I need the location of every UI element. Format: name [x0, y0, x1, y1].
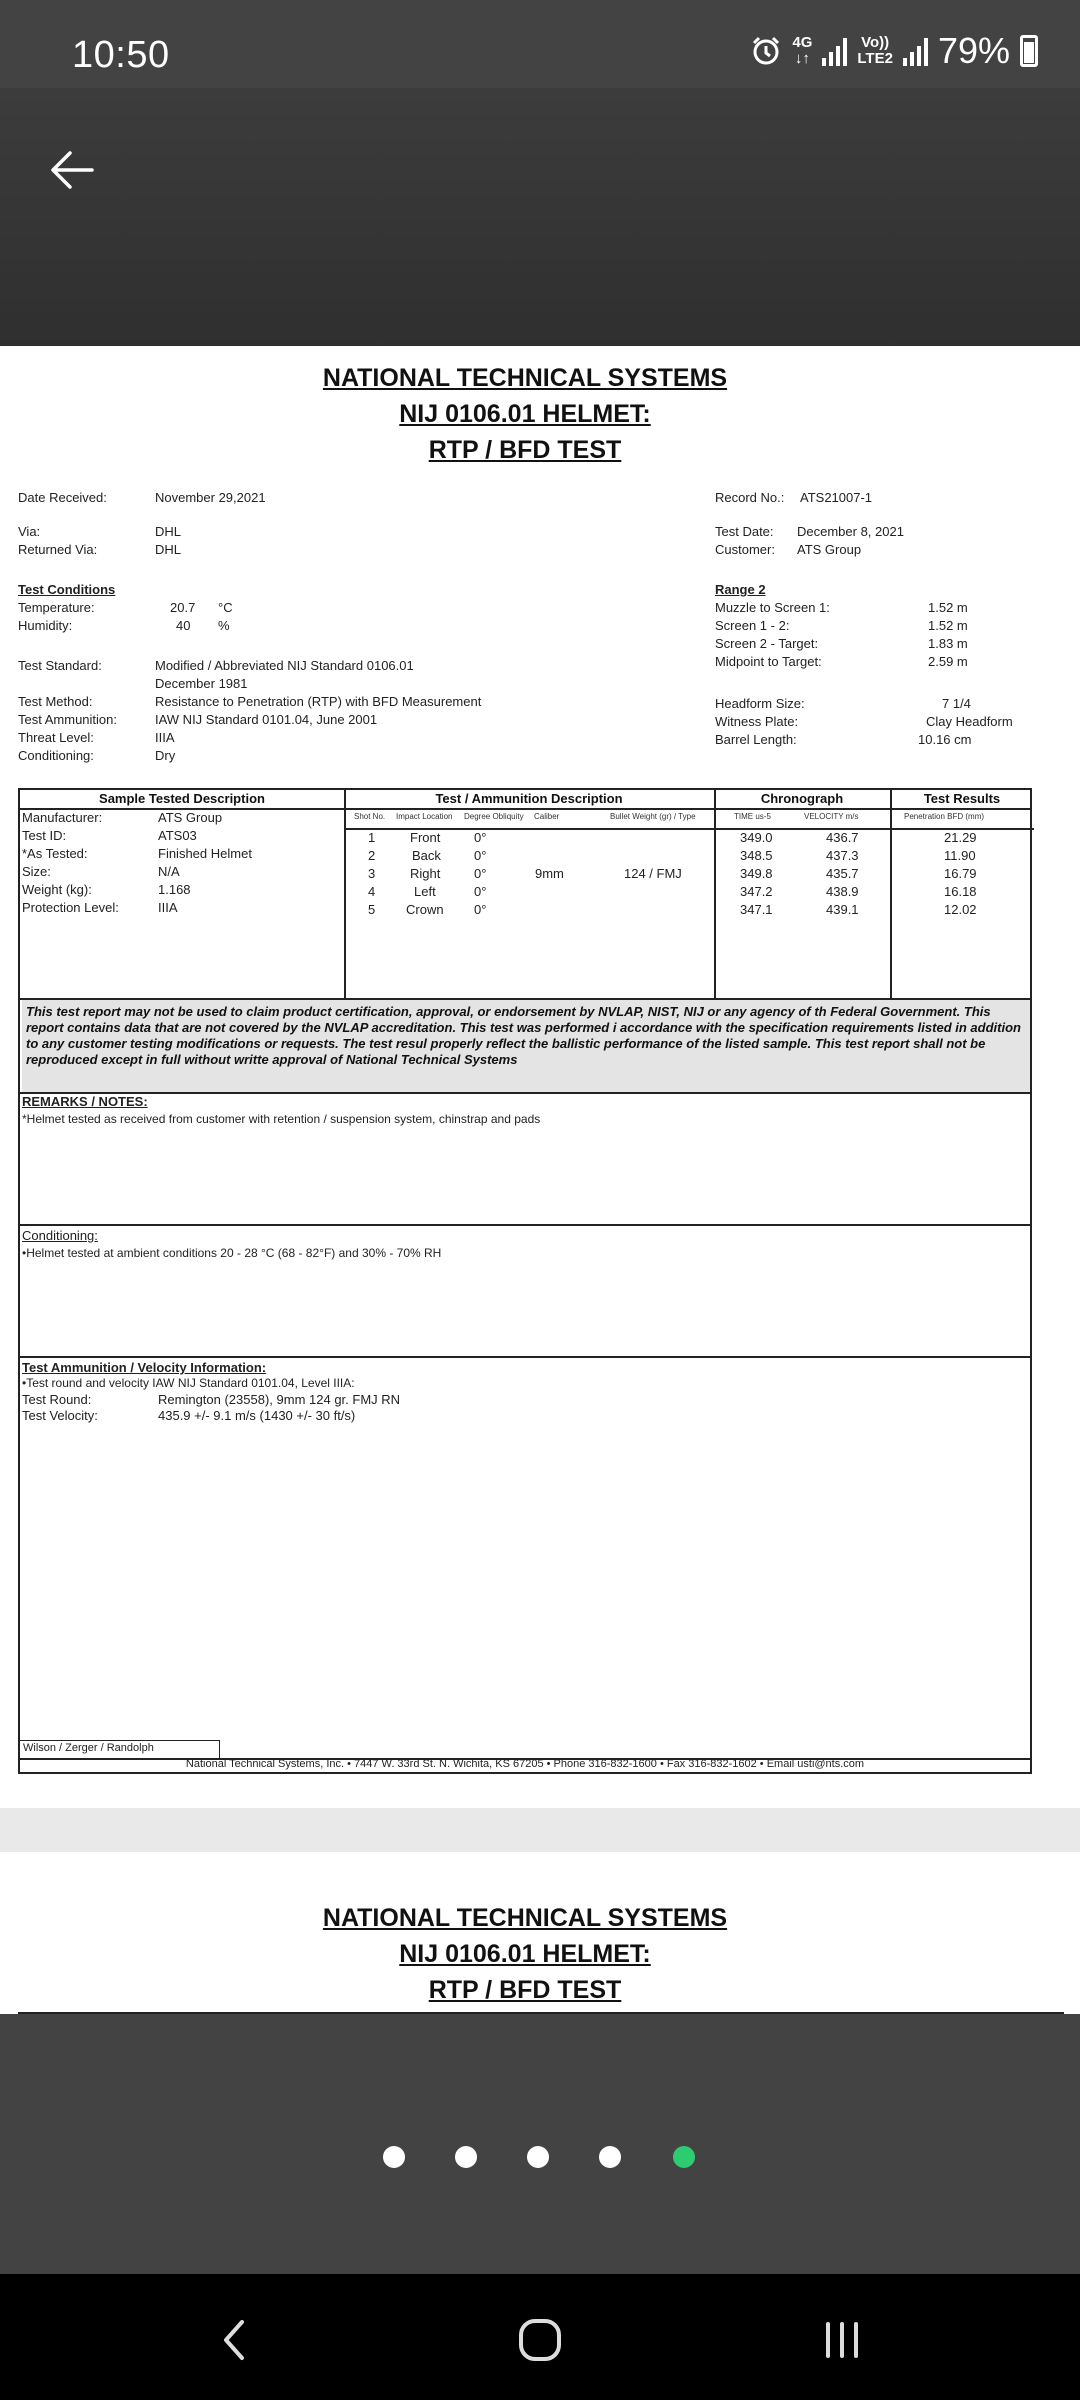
shot-velocity: 436.7	[826, 830, 859, 845]
divider	[344, 790, 346, 1000]
field-label: Test Standard:	[18, 658, 102, 673]
ammo-label: Test Round:	[22, 1392, 92, 1407]
document-page-1	[0, 346, 1080, 1808]
disclaimer-text: This test report may not be used to claim product certification, approval, or endorsement by NVLAP, NIST, NIJ or any agency of th Federal Government. This report contains data that are not covered by the NVLAP accreditation. This test was performed i accordance with the specification requirements listed in addition to any customer testing modifications or requests. The test resul properly reflect the ballistic performance of the listed sample. This test report shall not be reproduced except in full without writte approval of National Technical Systems	[22, 1000, 1030, 1092]
field-label: Test Date:	[715, 524, 774, 539]
shot-location: Right	[410, 866, 441, 881]
field-value: December 1981	[155, 676, 248, 691]
nav-recents-icon[interactable]	[812, 2310, 872, 2370]
signatures: Wilson / Zerger / Randolph	[23, 1742, 154, 1754]
page-dot-1[interactable]	[383, 2146, 405, 2168]
shot-time: 347.1	[740, 902, 773, 917]
field-value: 40	[176, 618, 191, 633]
sub-header: TIME us-5	[734, 812, 771, 821]
field-label: Threat Level:	[18, 730, 94, 745]
field-value: Resistance to Penetration (RTP) with BFD Measurement	[155, 694, 482, 709]
shot-no: 2	[368, 848, 376, 863]
field-value: December 8, 2021	[797, 524, 904, 539]
shot-velocity: 439.1	[826, 902, 859, 917]
shot-location: Back	[412, 848, 441, 863]
field-label: Returned Via:	[18, 542, 98, 557]
field-value: 2.59 m	[928, 654, 968, 669]
field-label: Barrel Length:	[715, 732, 797, 747]
shot-time: 349.0	[740, 830, 773, 845]
divider	[890, 790, 892, 1000]
field-value: 20.7	[170, 600, 196, 615]
ammo-info-line: •Test round and velocity IAW NIJ Standard 0101.04, Level IIIA:	[22, 1376, 355, 1390]
field-label: Test Ammunition:	[18, 712, 117, 727]
caliber: 9mm	[535, 866, 564, 881]
shot-no: 1	[368, 830, 376, 845]
field-label: Date Received:	[18, 490, 107, 505]
sample-value: 1.168	[158, 882, 191, 897]
page-dot-4[interactable]	[599, 2146, 621, 2168]
range-heading: Range 2	[715, 582, 766, 597]
field-value: DHL	[155, 524, 182, 539]
ammo-value: Remington (23558), 9mm 124 gr. FMJ RN	[158, 1392, 401, 1407]
status-time: 10:50	[72, 34, 170, 76]
conditioning-text: •Helmet tested at ambient conditions 20 - 28 °C (68 - 82°F) and 30% - 70% RH	[22, 1246, 442, 1260]
shot-obliquity: 0°	[474, 830, 487, 845]
shot-location: Front	[410, 830, 441, 845]
shot-location: Left	[414, 884, 436, 899]
field-value: November 29,2021	[155, 490, 266, 505]
doc-title-line-3: RTP / BFD TEST	[428, 436, 622, 464]
nav-back-icon[interactable]	[206, 2310, 266, 2370]
shot-velocity: 437.3	[826, 848, 859, 863]
field-label: Witness Plate:	[715, 714, 799, 729]
shot-velocity: 438.9	[826, 884, 859, 899]
document-viewer[interactable]	[0, 346, 1080, 2014]
remarks-text: *Helmet tested as received from customer with retention / suspension system, chinstrap and pads	[22, 1112, 541, 1126]
signal-1-icon	[822, 36, 847, 66]
alarm-icon	[750, 35, 782, 67]
field-value: 7 1/4	[942, 696, 971, 711]
field-label: Via:	[18, 524, 41, 539]
doc-title-line-2: NIJ 0106.01 HELMET:	[399, 1940, 651, 1968]
sub-header: VELOCITY m/s	[804, 812, 859, 821]
shot-time: 348.5	[740, 848, 773, 863]
battery-percent: 79%	[937, 30, 1010, 71]
doc-title-line-3: RTP / BFD TEST	[428, 1976, 622, 2004]
sub-header: Bullet Weight (gr) / Type	[610, 812, 696, 821]
sample-value: ATS Group	[158, 810, 223, 825]
shot-time: 347.2	[740, 884, 773, 899]
table-header: Sample Tested Description	[99, 791, 265, 806]
field-value: 1.52 m	[928, 600, 968, 615]
shot-no: 4	[368, 884, 376, 899]
shot-bfd: 16.79	[944, 866, 977, 881]
sample-label: Weight (kg):	[22, 882, 92, 897]
system-nav-bar	[0, 2274, 1080, 2400]
divider	[344, 828, 1034, 830]
table-header: Test / Ammunition Description	[435, 791, 623, 806]
remarks-heading: REMARKS / NOTES:	[22, 1094, 148, 1109]
shot-no: 5	[368, 902, 376, 917]
sample-value: N/A	[158, 864, 180, 879]
page-dot-2[interactable]	[455, 2146, 477, 2168]
sample-value: IIIA	[158, 900, 178, 915]
doc-title-line-1: NATIONAL TECHNICAL SYSTEMS	[322, 1904, 728, 1932]
sample-value: ATS03	[158, 828, 197, 843]
page-dot-5-active[interactable]	[673, 2146, 695, 2168]
field-value: DHL	[155, 542, 182, 557]
volte-label	[857, 35, 893, 67]
page-dot-3[interactable]	[527, 2146, 549, 2168]
test-conditions-heading: Test Conditions	[18, 582, 116, 597]
shot-location: Crown	[406, 902, 444, 917]
field-value: IIIA	[155, 730, 175, 745]
sub-header: Shot No.	[354, 812, 386, 821]
shot-obliquity: 0°	[474, 884, 487, 899]
divider	[20, 1092, 1030, 1094]
shot-velocity: 435.7	[826, 866, 859, 881]
sample-label: Manufacturer:	[22, 810, 103, 825]
network-type-label	[792, 35, 812, 67]
field-label: Customer:	[715, 542, 775, 557]
footer-text: National Technical Systems, Inc. • 7447 W. 33rd St. N. Wichita, KS 67205 • Phone 316-832-1600 • Fax 316-832-1602 • Email usti@nts.com	[185, 1758, 865, 1770]
ammo-value: 435.9 +/- 9.1 m/s (1430 +/- 30 ft/s)	[158, 1408, 356, 1423]
sample-label: Protection Level:	[22, 900, 119, 915]
ammo-label: Test Velocity:	[22, 1408, 98, 1423]
shot-bfd: 12.02	[944, 902, 977, 917]
battery-icon	[1020, 35, 1038, 67]
doc-title-line-1: NATIONAL TECHNICAL SYSTEMS	[322, 364, 728, 392]
shot-obliquity: 0°	[474, 866, 487, 881]
field-label: Conditioning:	[18, 748, 94, 763]
sample-label: *As Tested:	[22, 846, 88, 861]
status-icons	[750, 30, 1038, 72]
field-value: Modified / Abbreviated NIJ Standard 0106.01	[155, 658, 414, 673]
sample-label: Test ID:	[22, 828, 67, 843]
field-value: Clay Headform	[926, 714, 1013, 729]
table-header: Chronograph	[760, 791, 844, 806]
network-type-top: 4G	[792, 34, 813, 51]
bullet: 124 / FMJ	[624, 866, 682, 881]
field-label: Humidity:	[18, 618, 73, 633]
ammo-info-heading: Test Ammunition / Velocity Information:	[22, 1360, 267, 1375]
status-bar	[0, 0, 1080, 88]
field-value: 10.16 cm	[918, 732, 972, 747]
shot-bfd: 11.90	[944, 848, 976, 863]
page-indicator	[0, 2014, 1080, 2274]
divider	[20, 1356, 1030, 1358]
sub-header: Impact Location	[396, 812, 453, 821]
volte-bottom: LTE2	[857, 50, 893, 67]
shot-time: 349.8	[740, 866, 773, 881]
nav-home-icon[interactable]	[510, 2310, 570, 2370]
field-value: ATS Group	[797, 542, 862, 557]
field-value: 1.83 m	[928, 636, 968, 651]
divider	[714, 790, 716, 1000]
field-value: IAW NIJ Standard 0101.04, June 2001	[155, 712, 378, 727]
field-label: Midpoint to Target:	[715, 654, 822, 669]
divider	[20, 1224, 1030, 1226]
shot-no: 3	[368, 866, 376, 881]
field-label: Muzzle to Screen 1:	[715, 600, 830, 615]
table-header: Test Results	[923, 791, 1001, 806]
doc-title-line-2: NIJ 0106.01 HELMET:	[399, 400, 651, 428]
network-type-bottom: ↓↑	[794, 50, 810, 67]
field-unit: %	[218, 618, 230, 633]
sample-value: Finished Helmet	[158, 846, 252, 861]
volte-top: Vo))	[861, 34, 890, 51]
field-label: Test Method:	[18, 694, 93, 709]
sub-header: Penetration BFD (mm)	[904, 812, 985, 821]
shot-obliquity: 0°	[474, 902, 487, 917]
field-label: Record No.:	[715, 490, 785, 505]
signal-2-icon	[903, 36, 928, 66]
field-value: 1.52 m	[928, 618, 968, 633]
field-label: Headform Size:	[715, 696, 805, 711]
conditioning-heading: Conditioning:	[22, 1228, 98, 1243]
sub-header: Caliber	[534, 812, 560, 821]
shot-bfd: 21.29	[944, 830, 977, 845]
field-label: Temperature:	[18, 600, 95, 615]
field-unit: °C	[218, 600, 233, 615]
app-bar	[0, 88, 1080, 346]
field-value: ATS21007-1	[800, 490, 873, 505]
field-value: Dry	[155, 748, 176, 763]
document-page-2	[0, 1852, 1080, 2014]
field-label: Screen 2 - Target:	[715, 636, 819, 651]
field-label: Screen 1 - 2:	[715, 618, 790, 633]
sample-label: Size:	[22, 864, 51, 879]
sub-header: Degree Obliquity	[464, 812, 524, 821]
back-arrow-icon[interactable]	[42, 140, 102, 200]
results-table	[18, 788, 1032, 1774]
shot-bfd: 16.18	[944, 884, 977, 899]
shot-obliquity: 0°	[474, 848, 487, 863]
